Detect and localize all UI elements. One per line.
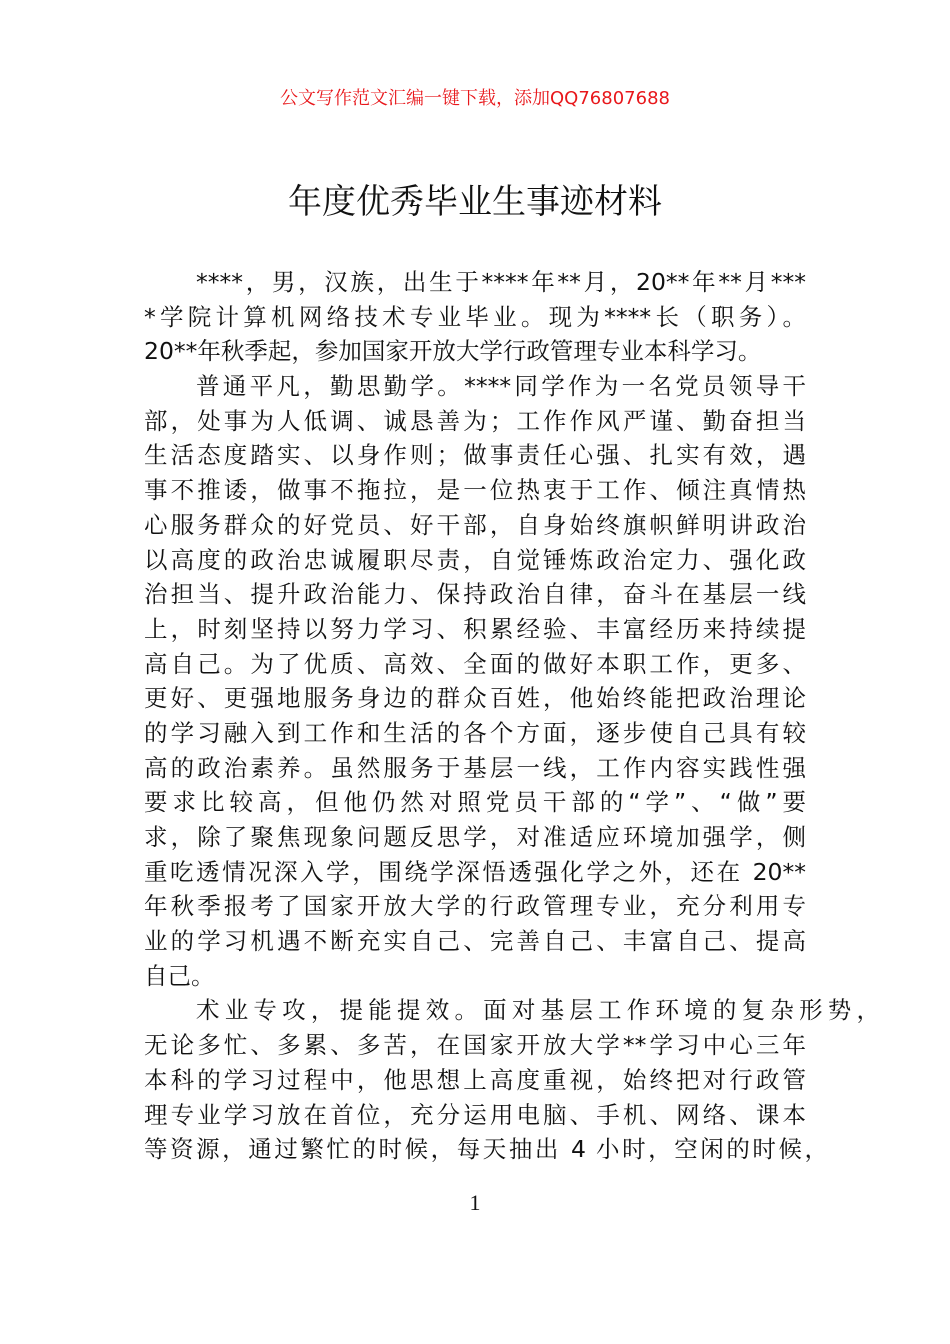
text-line: 普通平凡，勤思勤学。****同学作为一名党员领导干 [196, 372, 806, 401]
text-line: 治担当、提升政治能力、保持政治自律，奋斗在基层一线 [144, 580, 806, 609]
text-line: 部，处事为人低调、诚恳善为；工作作风严谨、勤奋担当 [144, 406, 806, 435]
text-line: 上，时刻坚持以努力学习、积累经验、丰富经历来持续提 [144, 614, 806, 643]
text-line: 事不推诿，做事不拖拉，是一位热衷于工作、倾注真情热 [144, 476, 806, 505]
text-line: 理专业学习放在首位，充分运用电脑、手机、网络、课本 [144, 1100, 806, 1129]
text-line: 高自己。为了优质、高效、全面的做好本职工作，更多、 [144, 649, 806, 678]
paragraph [144, 369, 806, 993]
text-line: 20**年秋季起，参加国家开放大学行政管理专业本科学习。 [144, 337, 762, 366]
text-line: 高的政治素养。虽然服务于基层一线，工作内容实践性强 [144, 753, 806, 782]
text-line: 自己。 [144, 961, 215, 990]
paragraph [144, 993, 880, 1166]
text-line: 求，除了聚焦现象问题反思学，对准适应环境加强学，侧 [144, 823, 806, 851]
page-title: 年度优秀毕业生事迹材料 [288, 182, 662, 222]
text-line: 的学习融入到工作和生活的各个方面，逐步使自己具有较 [144, 718, 806, 747]
page-number: 1 [469, 1190, 481, 1215]
text-line: 术业专攻，提能提效。面对基层工作环境的复杂形势， [196, 996, 880, 1025]
text-line: 要求比较高，但他仍然对照党员干部的“学”、“做”要 [144, 788, 806, 817]
text-line: 更好、更强地服务身边的群众百姓，他始终能把政治理论 [144, 684, 806, 713]
text-line: 等资源，通过繁忙的时候，每天抽出 4 小时，空闲的时候， [144, 1135, 828, 1164]
text-line: 年秋季报考了国家开放大学的行政管理专业，充分利用专 [144, 892, 806, 921]
text-line: 心服务群众的好党员、好干部，自身始终旗帜鲜明讲政治 [144, 510, 806, 539]
paragraph [144, 265, 806, 369]
download-banner: 公文写作范文汇编一键下载，添加QQ76807688 [280, 88, 670, 109]
text-line: ****，男，汉族，出生于****年**月，20**年**月*** [196, 268, 806, 296]
text-line: 重吃透情况深入学，围绕学深悟透强化学之外，还在 20** [144, 857, 806, 886]
document-body [144, 265, 880, 1167]
text-line: 生活态度踏实、以身作则；做事责任心强、扎实有效，遇 [144, 441, 806, 470]
text-line: 无论多忙、多累、多苦，在国家开放大学**学习中心三年 [144, 1031, 806, 1060]
text-line: *学院计算机网络技术专业毕业。现为****长（职务）。 [144, 302, 806, 331]
text-line: 以高度的政治忠诚履职尽责，自觉锤炼政治定力、强化政 [144, 545, 806, 574]
text-line: 本科的学习过程中，他思想上高度重视，始终把对行政管 [144, 1065, 806, 1094]
text-line: 业的学习机遇不断充实自己、完善自己、丰富自己、提高 [144, 927, 806, 956]
